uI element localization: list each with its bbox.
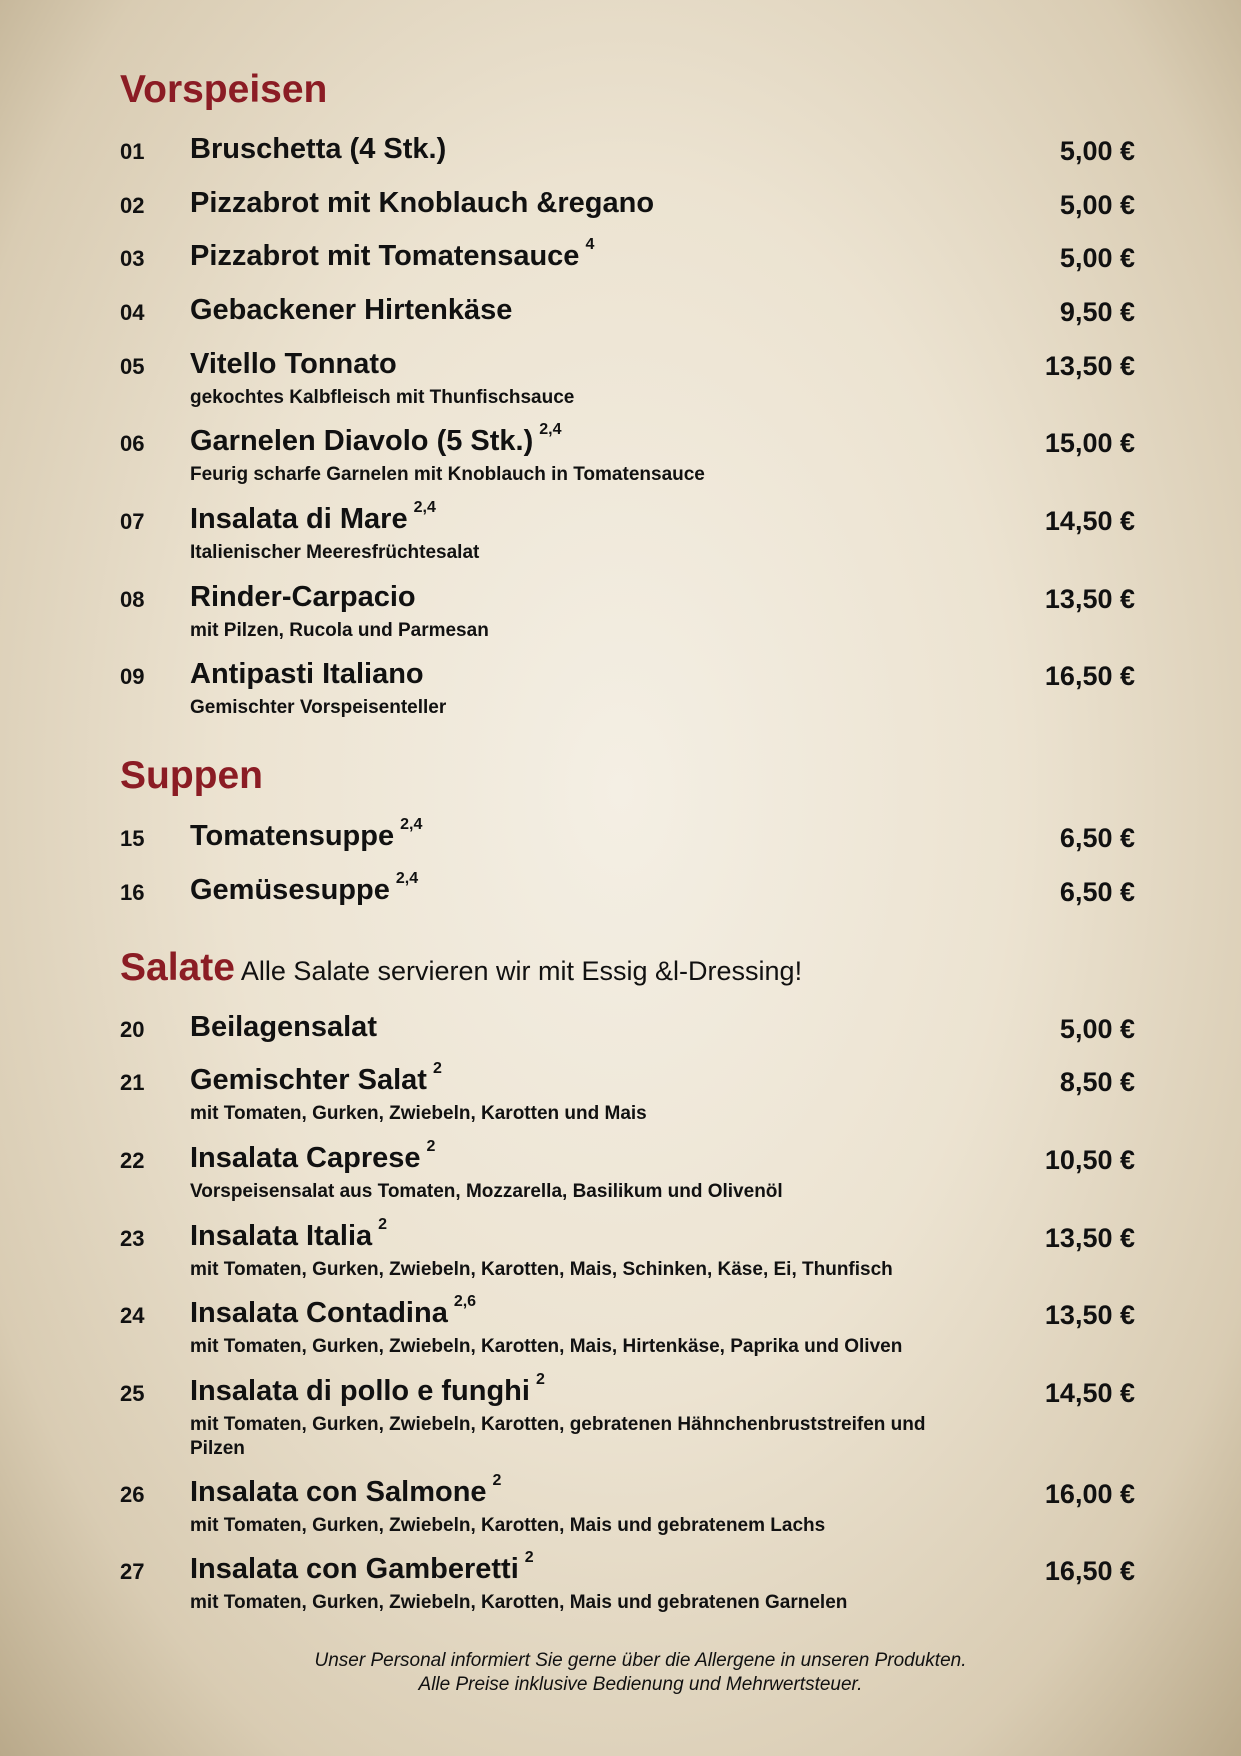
section-title-suppen: Suppen — [120, 754, 263, 797]
item-description: Italienischer Meeresfrüchtesalat — [190, 542, 480, 563]
item-price: 6,50 € — [1059, 877, 1135, 907]
allergen-superscript: 2 — [535, 1371, 545, 1388]
item-description: Gemischter Vorspeisenteller — [190, 697, 447, 718]
item-name: Insalata di Mare $^{2,4}$ — [190, 499, 436, 535]
item-name: Tomatensuppe $^{2,4}$ — [190, 816, 423, 852]
item-price: 16,50 € — [1044, 1556, 1135, 1586]
allergen-superscript: 2,4 — [395, 870, 419, 887]
item-name: Vitello Tonnato — [190, 348, 397, 380]
item-name: Insalata di pollo e funghi $^2$ — [190, 1371, 545, 1407]
allergen-superscript: 2 — [524, 1549, 534, 1566]
footer-note — [0, 1649, 1241, 1697]
item-price: 16,50 € — [1044, 661, 1135, 691]
item-price: 5,00 € — [1059, 1014, 1135, 1044]
item-name: Rinder-Carpacio — [190, 581, 416, 613]
allergen-superscript: 2,6 — [453, 1293, 477, 1310]
footer-allergen-line: Unser Personal informiert Sie gerne über die Allergene in unseren Produkten. — [314, 1650, 967, 1671]
item-price: 13,50 € — [1044, 351, 1135, 381]
allergen-superscript: 2,4 — [539, 421, 562, 438]
item-price: 16,00 € — [1044, 1479, 1135, 1509]
allergen-superscript: 2 — [426, 1138, 436, 1155]
item-description: mit Tomaten, Gurken, Zwiebeln, Karotten, Mais, Hirtenkäse, Paprika und Oliven — [190, 1336, 903, 1357]
item-name: Gebackener Hirtenkäse — [190, 294, 513, 326]
item-number: 09 — [120, 664, 145, 689]
item-price: 13,50 € — [1044, 584, 1135, 614]
item-number: 02 — [120, 193, 145, 218]
item-description: mit Tomaten, Gurken, Zwiebeln, Karotten, Mais, Schinken, Käse, Ei, Thunfisch — [190, 1259, 893, 1280]
item-number: 23 — [120, 1226, 145, 1251]
item-price: 13,50 € — [1044, 1300, 1135, 1330]
item-name: Antipasti Italiano — [190, 658, 424, 690]
item-price: 5,00 € — [1059, 136, 1135, 166]
item-price: 15,00 € — [1044, 428, 1135, 458]
item-description: mit Tomaten, Gurken, Zwiebeln, Karotten, Mais und gebratenen Garnelen — [190, 1592, 848, 1613]
footer-price-line: Alle Preise inklusive Bedienung und Mehrwertsteuer. — [418, 1674, 863, 1695]
item-name: Insalata Italia $^2$ — [190, 1216, 388, 1252]
item-number: 27 — [120, 1559, 145, 1584]
allergen-superscript: 2,4 — [413, 499, 436, 516]
item-number: 03 — [120, 246, 145, 271]
item-name: Pizzabrot mit Tomatensauce $^4$ — [190, 236, 595, 272]
item-number: 22 — [120, 1148, 145, 1173]
item-description: gekochtes Kalbfleisch mit Thunfischsauce — [190, 387, 575, 408]
allergen-superscript: 2 — [492, 1472, 502, 1489]
item-description: Feurig scharfe Garnelen mit Knoblauch in Tomatensauce — [190, 464, 705, 485]
item-name: Gemischter Salat $^2$ — [190, 1060, 442, 1096]
item-description: mit Pilzen, Rucola und Parmesan — [190, 620, 489, 641]
item-number: 24 — [120, 1303, 145, 1328]
item-name: Beilagensalat — [190, 1011, 377, 1043]
section-title-salate: Salate Alle Salate servieren wir mit Essig &l-Dressing! — [120, 946, 803, 989]
item-price: 5,00 € — [1059, 243, 1135, 273]
item-price: 13,50 € — [1044, 1223, 1135, 1253]
allergen-superscript: 2,4 — [400, 816, 423, 833]
item-name: Insalata con Gamberetti $^2$ — [190, 1549, 534, 1585]
item-description: mit Tomaten, Gurken, Zwiebeln, Karotten und Mais — [190, 1103, 647, 1124]
item-name: Garnelen Diavolo (5 Stk.) $^{2,4}$ — [190, 421, 562, 457]
allergen-superscript: 2 — [432, 1060, 442, 1077]
section-note: Alle Salate servieren wir mit Essig &l-Dressing! — [240, 956, 803, 986]
item-number: 25 — [120, 1381, 145, 1406]
item-price: 6,50 € — [1059, 823, 1135, 853]
item-description: mit Tomaten, Gurken, Zwiebeln, Karotten, Mais und gebratenem Lachs — [190, 1515, 826, 1536]
item-number: 07 — [120, 509, 145, 534]
item-number: 15 — [120, 826, 145, 851]
item-description: mit Tomaten, Gurken, Zwiebeln, Karotten, gebratenen Hähnchenbruststreifen und Pilzen — [190, 1414, 926, 1459]
item-price: 14,50 € — [1044, 506, 1135, 536]
item-number: 04 — [120, 300, 145, 325]
item-price: 14,50 € — [1044, 1378, 1135, 1408]
item-number: 20 — [120, 1017, 145, 1042]
item-number: 26 — [120, 1482, 145, 1507]
item-name: Insalata Contadina $^{2,6}$ — [190, 1293, 477, 1329]
item-price: 9,50 € — [1059, 297, 1135, 327]
item-number: 21 — [120, 1070, 145, 1095]
item-number: 01 — [120, 139, 145, 164]
item-name: Bruschetta (4 Stk.) — [190, 133, 447, 165]
item-price: 5,00 € — [1059, 190, 1135, 220]
section-title-vorspeisen: Vorspeisen — [120, 68, 328, 111]
item-number: 06 — [120, 431, 145, 456]
item-price: 8,50 € — [1059, 1067, 1135, 1097]
item-price: 10,50 € — [1044, 1145, 1135, 1175]
item-description: Vorspeisensalat aus Tomaten, Mozzarella, Basilikum und Olivenöl — [190, 1181, 783, 1202]
item-name: Gemüsesuppe $^{2,4}$ — [190, 870, 419, 906]
allergen-superscript: 2 — [378, 1216, 388, 1233]
item-number: 08 — [120, 587, 145, 612]
item-name: Pizzabrot mit Knoblauch &regano — [190, 187, 655, 219]
item-name: Insalata Caprese $^2$ — [190, 1138, 436, 1174]
item-number: 16 — [120, 880, 145, 905]
item-number: 05 — [120, 354, 145, 379]
item-name: Insalata con Salmone $^2$ — [190, 1472, 502, 1508]
allergen-superscript: 4 — [585, 236, 595, 253]
